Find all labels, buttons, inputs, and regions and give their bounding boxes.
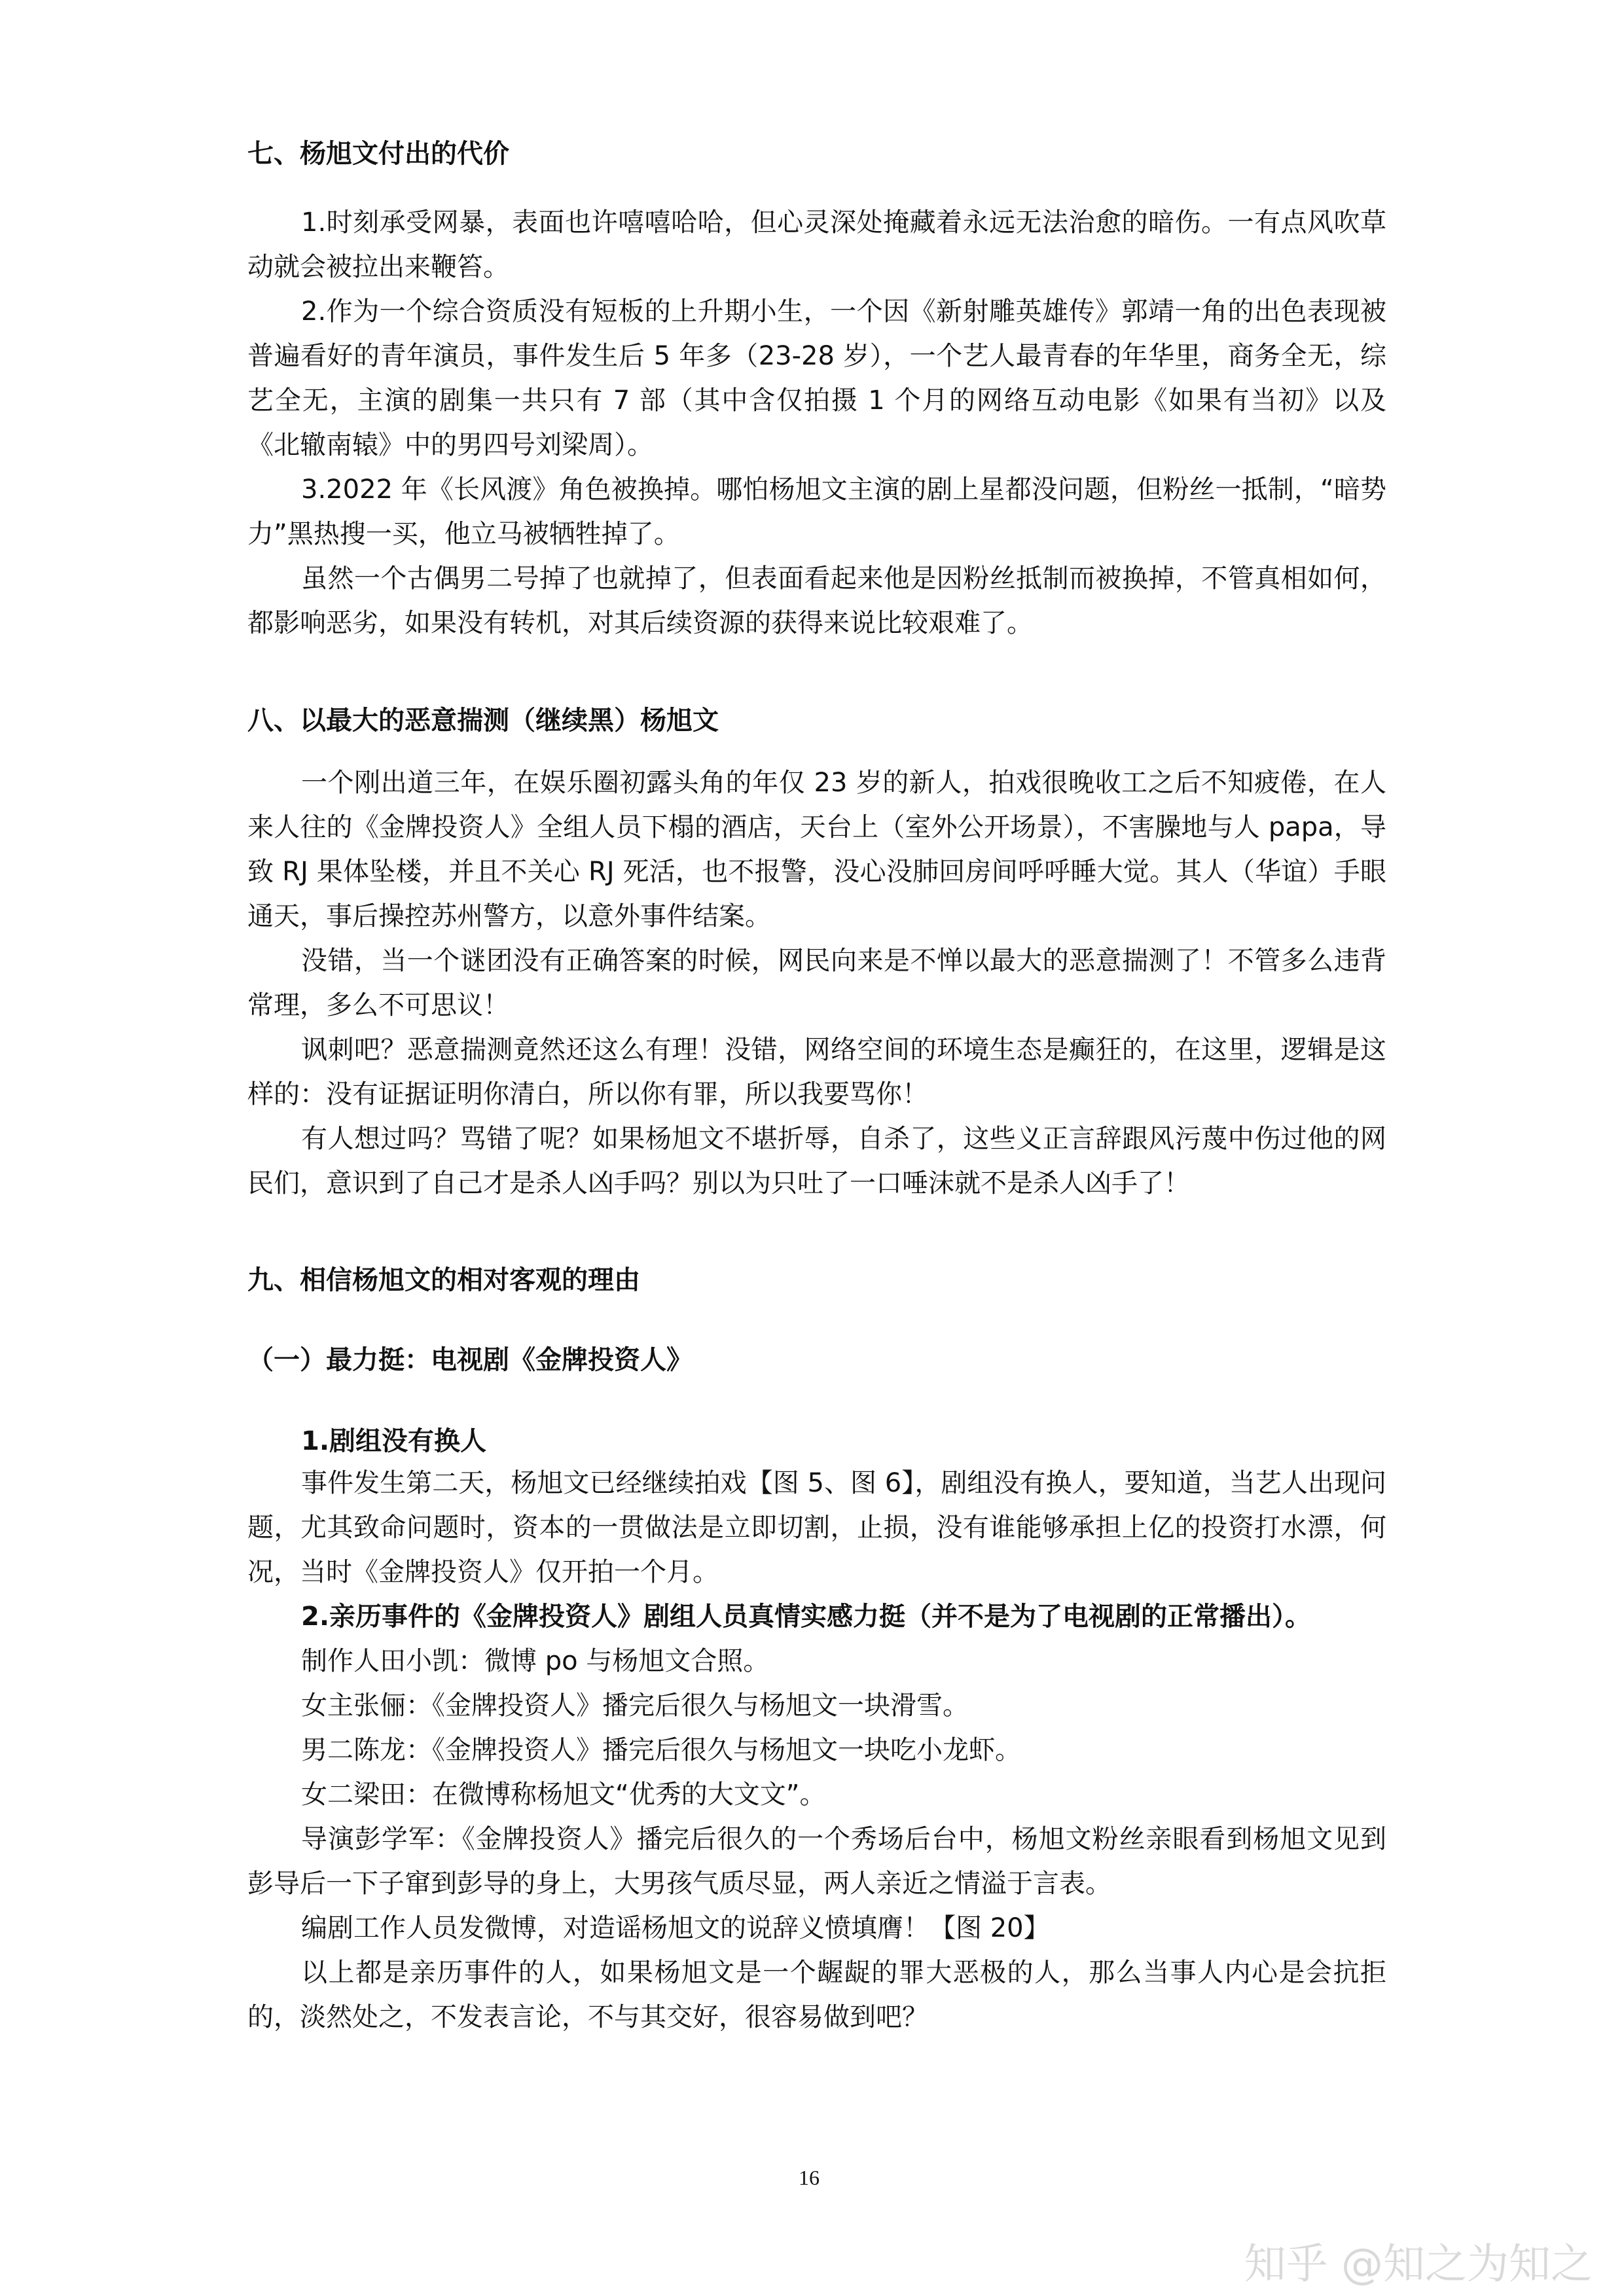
- document-page: [247, 0, 1386, 2296]
- second-female-lead-line: 女二梁田：在微博称杨旭文“优秀的大文文”。: [301, 1780, 826, 1810]
- section-8-paragraph-3: 讽刺吧？恶意揣测竟然还这么有理！没错，网络空间的环境生态是癫狂的，在这里，逻辑是这样的：没有证据证明你清白，所以你有罪，所以我要骂你！: [247, 1035, 1386, 1109]
- item-2-title: 2.亲历事件的《金牌投资人》剧组人员真情实感力挺（并不是为了电视剧的正常播出）。: [301, 1602, 1312, 1632]
- zhihu-watermark: 知乎 @知之为知之: [1244, 2240, 1593, 2289]
- section-9-subheading-1: （一）最力挺：电视剧《金牌投资人》: [247, 1345, 693, 1375]
- director-paragraph: 导演彭学军：《金牌投资人》播完后很久的一个秀场后台中，杨旭文粉丝亲眼看到杨旭文见到彭导后一下子窜到彭导的身上，大男孩气质尽显，两人亲近之情溢于言表。: [247, 1824, 1386, 1899]
- section-7-paragraph-3: 3.2022 年《长风渡》角色被换掉。哪怕杨旭文主演的剧上星都没问题，但粉丝一抵制，“暗势力”黑热搜一买，他立马被牺牲掉了。: [247, 475, 1386, 549]
- section-8-heading: 八、以最大的恶意揣测（继续黑）杨旭文: [247, 706, 719, 736]
- producer-line: 制作人田小凯：微博 po 与杨旭文合照。: [301, 1646, 770, 1676]
- section-7-paragraph-4: 虽然一个古偶男二号掉了也就掉了，但表面看起来他是因粉丝抵制而被换掉，不管真相如何，都影响恶劣，如果没有转机，对其后续资源的获得来说比较艰难了。: [247, 564, 1386, 638]
- item-1-paragraph: 事件发生第二天，杨旭文已经继续拍戏【图 5、图 6】，剧组没有换人，要知道，当艺人出现问题，尤其致命问题时，资本的一贯做法是立即切割，止损，没有谁能够承担上亿的投资打水漂，何况，当时《金牌投资人》仅开拍一个月。: [247, 1468, 1386, 1587]
- section-9-heading: 九、相信杨旭文的相对客观的理由: [247, 1265, 640, 1295]
- section-7-heading: 七、杨旭文付出的代价: [247, 139, 509, 169]
- closing-paragraph: 以上都是亲历事件的人，如果杨旭文是一个龌龊的罪大恶极的人，那么当事人内心是会抗拒的，淡然处之，不发表言论，不与其交好，很容易做到吧？: [247, 1958, 1386, 2032]
- section-8-paragraph-4: 有人想过吗？骂错了呢？如果杨旭文不堪折辱，自杀了，这些义正言辞跟风污蔑中伤过他的网民们，意识到了自己才是杀人凶手吗？别以为只吐了一口唾沫就不是杀人凶手了！: [247, 1124, 1386, 1198]
- item-1-title: 1.剧组没有换人: [301, 1426, 487, 1456]
- section-8-paragraph-1: 一个刚出道三年，在娱乐圈初露头角的年仅 23 岁的新人，拍戏很晚收工之后不知疲倦，在人来人往的《金牌投资人》全组人员下榻的酒店，天台上（室外公开场景），不害臊地与人 papa，导致 RJ 果体坠楼，并且不关心 RJ 死活，也不报警，没心没肺回房间呼呼睡大觉。其人（华谊）手眼通天，事后操控苏州警方，以意外事件结案。: [247, 768, 1386, 931]
- writer-paragraph: 编剧工作人员发微博，对造谣杨旭文的说辞义愤填膺！【图 20】: [301, 1913, 1050, 1943]
- section-7-paragraph-2: 2.作为一个综合资质没有短板的上升期小生，一个因《新射雕英雄传》郭靖一角的出色表现被普遍看好的青年演员，事件发生后 5 年多（23-28 岁），一个艺人最青春的年华里，商务全无，综艺全无，主演的剧集一共只有 7 部（其中含仅拍摄 1 个月的网络互动电影《如果有当初》以及《北辙南辕》中的男四号刘梁周）。: [247, 296, 1386, 460]
- second-male-lead-line: 男二陈龙：《金牌投资人》播完后很久与杨旭文一块吃小龙虾。: [301, 1735, 1021, 1765]
- section-7-paragraph-1: 1.时刻承受网暴，表面也许嘻嘻哈哈，但心灵深处掩藏着永远无法治愈的暗伤。一有点风吹草动就会被拉出来鞭笞。: [247, 207, 1386, 282]
- section-8-paragraph-2: 没错，当一个谜团没有正确答案的时候，网民向来是不惮以最大的恶意揣测了！不管多么违背常理，多么不可思议！: [247, 946, 1386, 1020]
- lead-actress-line: 女主张俪：《金牌投资人》播完后很久与杨旭文一块滑雪。: [301, 1691, 969, 1721]
- page-number: 16: [799, 2166, 820, 2189]
